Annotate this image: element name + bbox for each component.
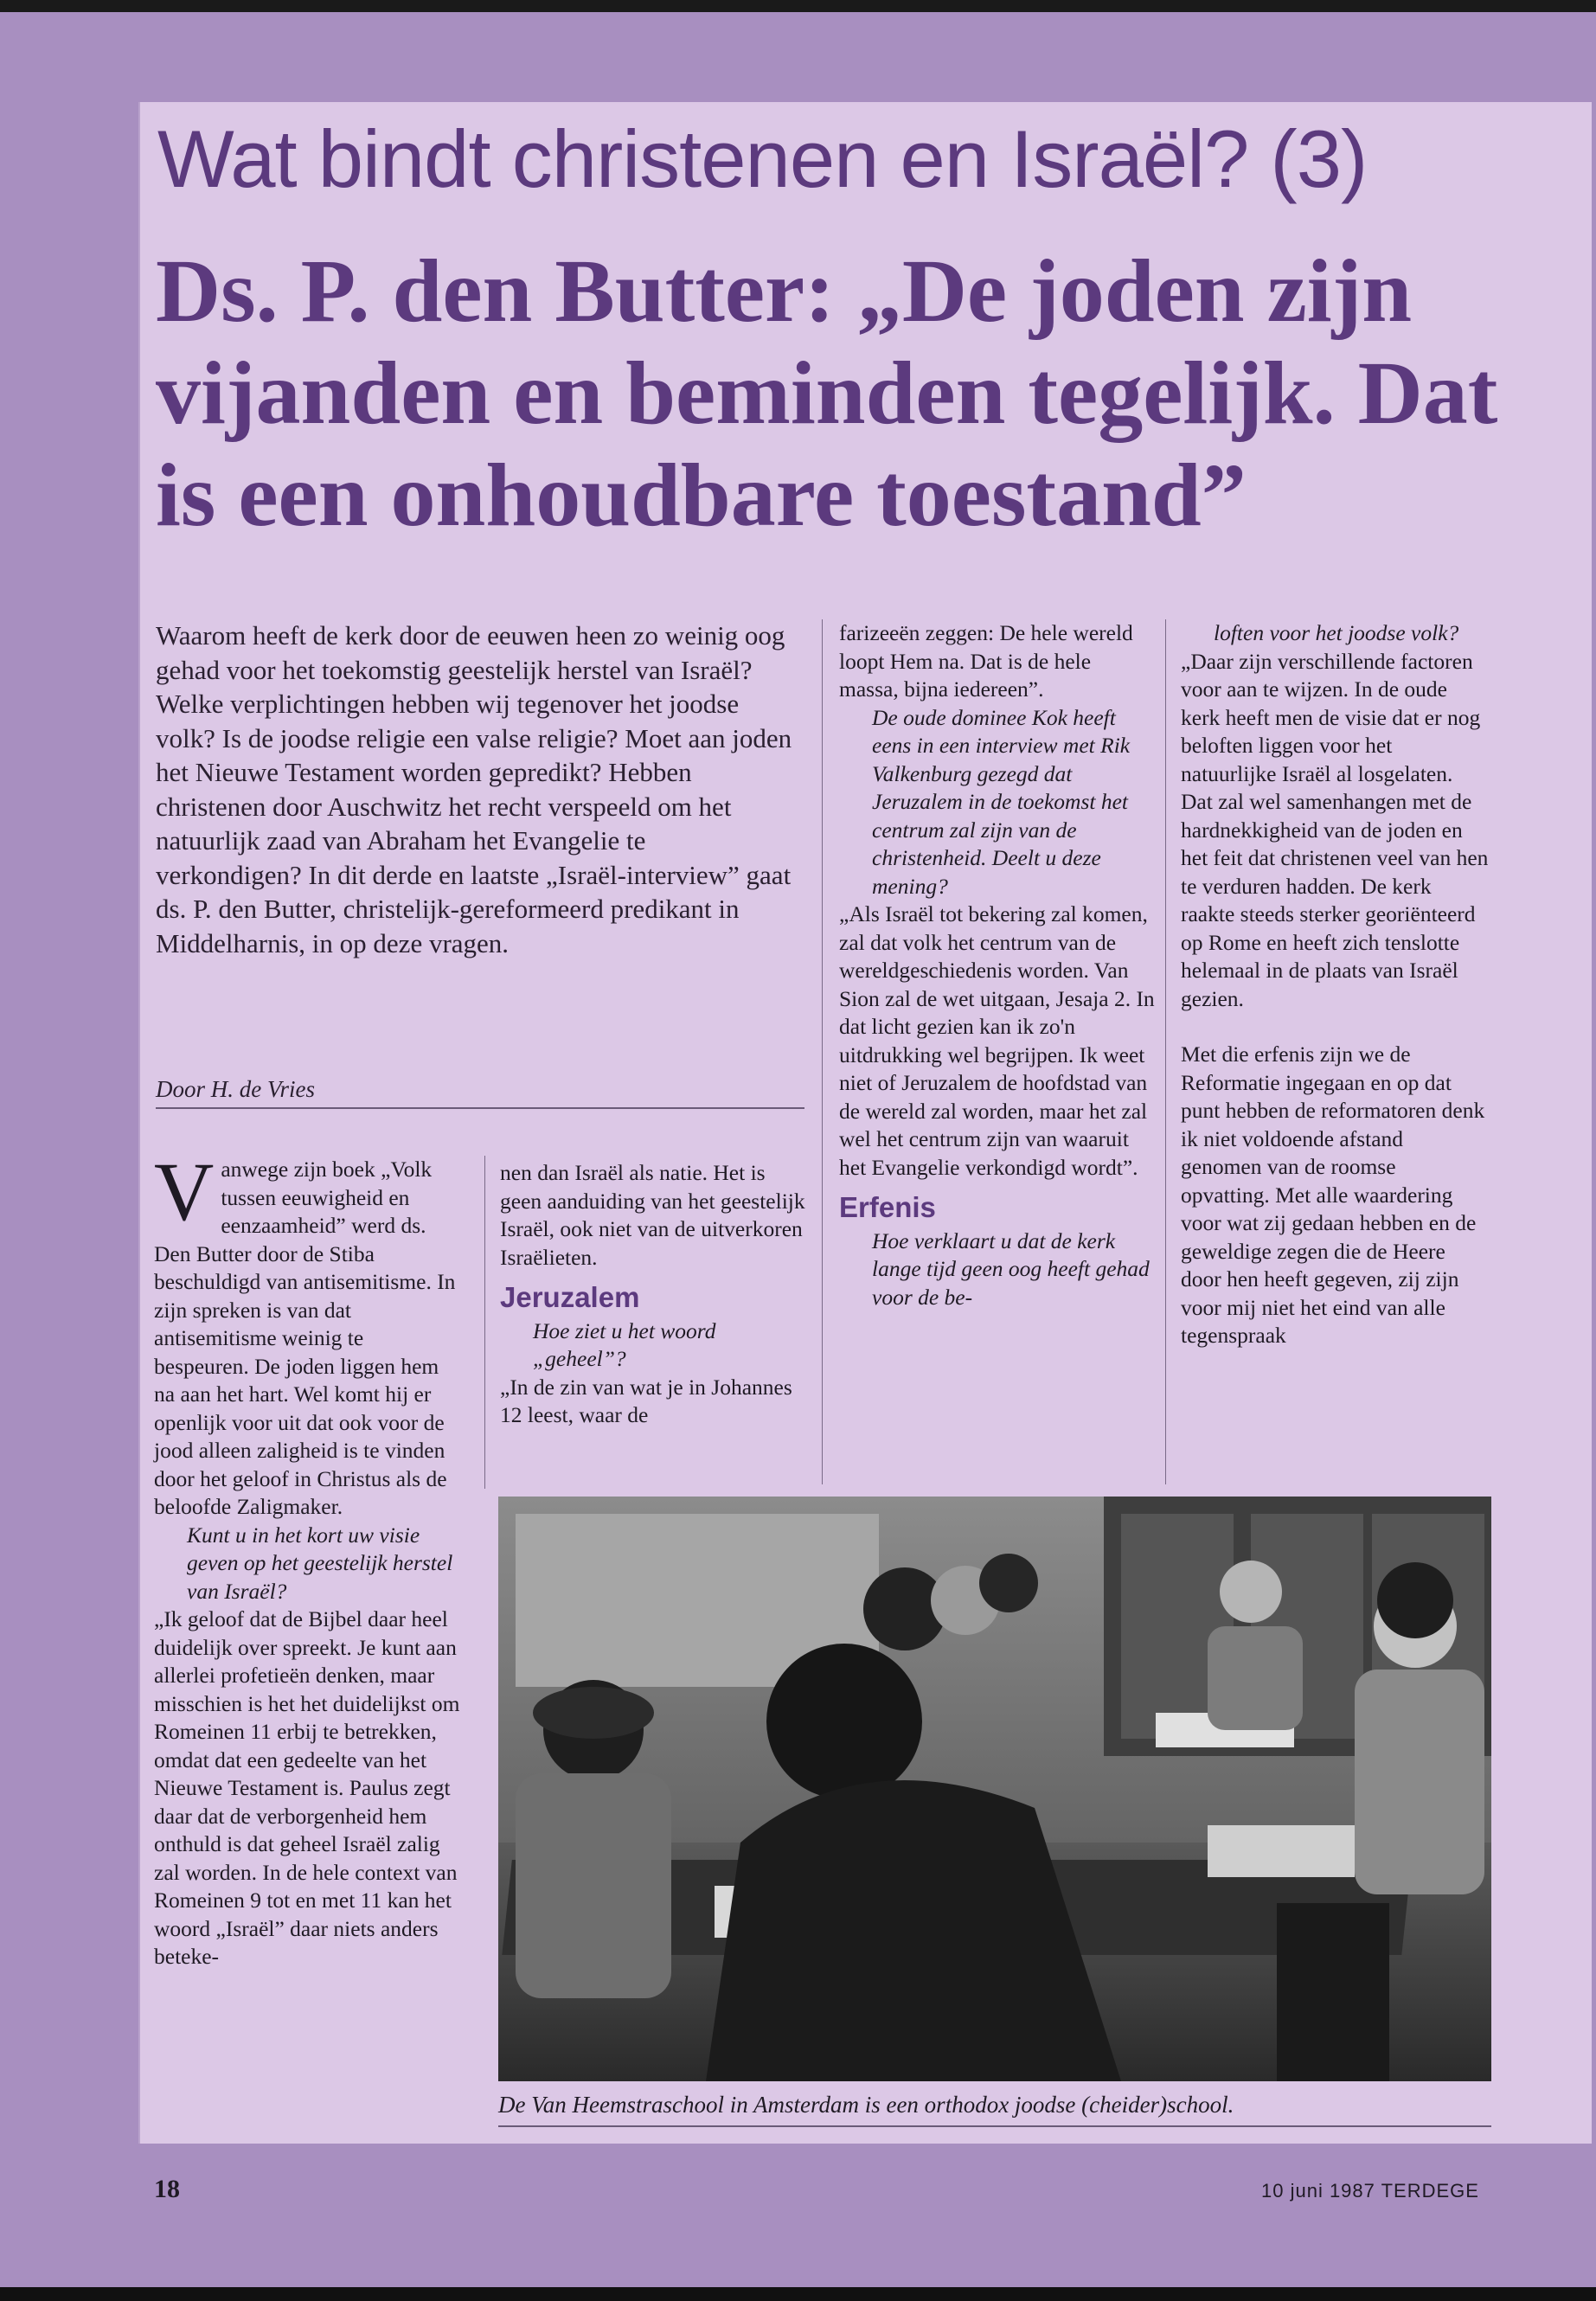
column-2: [500, 1159, 808, 1430]
question: Hoe verklaart u dat de kerk lange tijd geen oog heeft gehad voor de be-: [872, 1227, 1150, 1310]
subheading-erfenis: Erfenis: [839, 1191, 936, 1223]
drop-cap: V: [154, 1145, 215, 1238]
byline: Door H. de Vries: [156, 1076, 315, 1102]
scan-edge: [0, 2287, 1596, 2301]
intro-paragraph: Waarom heeft de kerk door de eeuwen heen zo weinig oog gehad voor het toekomstig geestelijk herstel van Israël? Welke verplichtingen hebben wij tegenover het joodse volk? Is de joodse religie een valse religie? Moet aan joden het Nieuwe Testament worden gepredikt? Hebben christenen door Auschwitz het recht verspeeld om het natuurlijk zaad van Abraham het Evangelie te verkondigen? In dit derde en laatste „Israël-interview” gaat ds. P. den Butter, christelijk-gereformeerd predikant in Middelharnis, in op deze vragen.: [156, 620, 792, 958]
body-paragraph: farizeeën zeggen: De hele wereld loopt Hem na. Dat is de hele massa, bijna iedereen”.: [839, 620, 1133, 702]
question: Kunt u in het kort uw visie geven op het geestelijk herstel van Israël?: [187, 1522, 453, 1604]
column-divider: [1165, 619, 1166, 1484]
body-paragraph: nen dan Israël als natie. Het is geen aanduiding van het geestelijk Israël, ook niet van de uitverkoren Israëlieten.: [500, 1160, 805, 1270]
column-divider: [822, 619, 823, 1484]
column-divider: [484, 1156, 485, 1489]
intro-divider: [156, 1107, 804, 1109]
column-4: [1181, 619, 1489, 1350]
series-kicker: Wat bindt christenen en Israël? (3): [157, 113, 1368, 204]
question-continued: loften voor het joodse volk?: [1214, 620, 1459, 645]
question: Hoe ziet u het woord „geheel”?: [533, 1317, 716, 1371]
answer-paragraph: „Ik geloof dat de Bijbel daar heel duidelijk over spreekt. Je kunt aan allerlei profetieën denken, maar misschien is het het duidelijkst om Romeinen 11 erbij te betrekken, omdat dat een gedeelte van het Nieuwe Testament is. Paulus zegt daar dat de verborgenheid hem onthuld is dat geheel Israël zalig zal worden. In de hele context van Romeinen 9 tot en met 11 kan het woord „Israël” daar niets anders beteke-: [154, 1606, 460, 1969]
column-1-text: Vanwege zijn boek „Volk tussen eeuwigheid en eenzaamheid” werd ds. Den Butter door de Stiba beschuldigd van antisemitisme. In zijn spreken is van dat antisemitisme weinig te bespeuren. De joden liggen hem na aan het hart. Wel komt hij er openlijk voor uit dat ook voor de jood alleen zaligheid is te vinden door het geloof in Christus als de beloofde Zaligmaker.: [154, 1145, 456, 1519]
column-3: [839, 619, 1155, 1311]
answer-paragraph: „Als Israël tot bekering zal komen, zal dat volk het centrum van de wereldgeschiedenis worden. Van Sion zal de wet uitgaan, Jesaja 2. In dat licht gezien kan ik zo'n uitdrukking wel begrijpen. Ik weet niet of Jeruzalem de hoofdstad van de wereld zal worden, maar het zal wel het centrum zijn van waaruit het Evangelie verkondigd wordt”.: [839, 901, 1155, 1180]
subheading-jeruzalem: Jeruzalem: [500, 1281, 640, 1313]
classroom-photo-illustration: [498, 1497, 1491, 2081]
column-1: [154, 1145, 462, 1971]
question: De oude dominee Kok heeft eens in een interview met Rik Valkenburg gezegd dat Jeruzalem in de toekomst het centrum zal zijn van de christenheid. Deelt u deze mening?: [872, 704, 1131, 899]
issue-footer: 10 juni 1987 TERDEGE: [1261, 2180, 1479, 2202]
answer-paragraph: „In de zin van wat je in Johannes 12 leest, waar de: [500, 1374, 792, 1427]
body-paragraph: Met die erfenis zijn we de Reformatie ingegaan en op dat punt hebben de reformatoren denk ik niet voldoende afstand genomen van de roomse opvatting. Met alle waardering voor wat zij gedaan hebben en de geweldige zegen die de Heere door hen heeft gegeven, zij zijn voor mij niet het eind van alle tegenspraak: [1181, 1042, 1485, 1348]
page-number: 18: [154, 2175, 180, 2203]
headline: Ds. P. den Butter: „De joden zijn vijanden en beminden tegelijk. Dat is een onhoudbare toestand”: [156, 241, 1498, 545]
answer-paragraph: „Daar zijn verschillende factoren voor aan te wijzen. In de oude kerk heeft men de visie dat er nog beloften liggen voor het natuurlijke Israël al losgelaten. Dat zal wel samenhangen met de hardnekkigheid van de joden en het feit dat christenen veel van hen te verduren hadden. De kerk raakte steeds sterker georiënteerd op Rome en heeft zich tenslotte helemaal in de plaats van Israël gezien.: [1181, 648, 1489, 1011]
classroom-photo: [498, 1497, 1491, 2081]
photo-caption: De Van Heemstraschool in Amsterdam is een orthodox joodse (cheider)school.: [498, 2092, 1491, 2127]
